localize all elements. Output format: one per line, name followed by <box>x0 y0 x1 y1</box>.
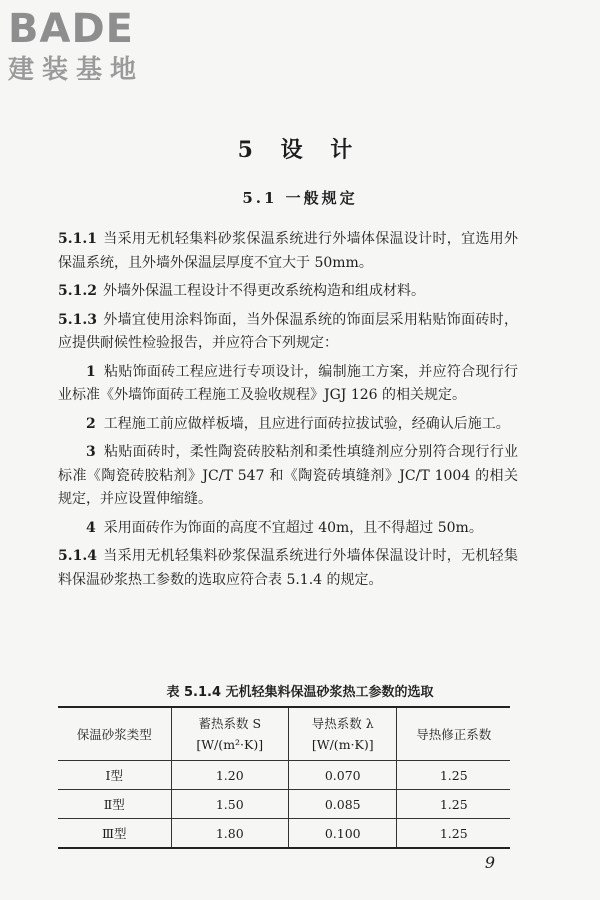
clause-5-1-1 <box>58 228 518 275</box>
clause-number: 5.1.4 <box>58 548 97 564</box>
item-text: 工程施工前应做样板墙，且应进行面砖拉拔试验，经确认后施工。 <box>103 415 510 432</box>
header-line1: 导热修正系数 <box>416 726 492 742</box>
clause-text: 当采用无机轻集料砂浆保温系统进行外墙体保温设计时，无机轻集料保温砂浆热工参数的选取应符合表 5.1.4 的规定。 <box>58 548 518 588</box>
clause-text: 外墙外保温工程设计不得更改系统构造和组成材料。 <box>102 283 425 299</box>
item-text: 采用面砖作为饰面的高度不宜超过 40m，且不得超过 50m。 <box>103 519 483 536</box>
table-row <box>58 761 510 790</box>
table-cell: Ⅰ型 <box>58 761 171 790</box>
table-caption: 表 5.1.4 无机轻集料保温砂浆热工参数的选取 <box>166 685 434 700</box>
item-number: 3 <box>86 444 96 460</box>
table-cell: 0.070 <box>289 761 397 790</box>
clause-5-1-4 <box>58 545 518 592</box>
header-cell <box>171 707 289 761</box>
clause-text: 外墙宜使用涂料饰面，当外保温系统的饰面层采用粘贴饰面砖时，应提供耐候性检验报告，并应符合下列规定： <box>58 311 518 351</box>
table-cell: 1.25 <box>397 819 510 849</box>
list-item <box>58 517 518 541</box>
list-item <box>58 441 518 512</box>
table-cell: 1.50 <box>171 790 289 819</box>
document-body <box>58 228 518 597</box>
item-text: 粘贴饰面砖工程应进行专项设计，编制施工方案，并应符合现行行业标准《外墙饰面砖工程施工及验收规程》JGJ 126 的相关规定。 <box>58 363 518 403</box>
logo-text: BADE <box>8 6 134 52</box>
chapter-title: 5 设 计 <box>237 137 363 163</box>
table-cell: Ⅲ型 <box>58 819 171 849</box>
header-cell <box>289 707 397 761</box>
table-cell: Ⅱ型 <box>58 790 171 819</box>
table-row <box>58 790 510 819</box>
header-cell <box>397 707 510 761</box>
header-line1: 保温砂浆类型 <box>76 726 152 742</box>
item-text: 粘贴面砖时，柔性陶瓷砖胶粘剂和柔性填缝剂应分别符合现行行业标准《陶瓷砖胶粘剂》JC/T 547 和《陶瓷砖填缝剂》JC/T 1004 的相关规定，并应设置伸缩缝。 <box>58 444 518 507</box>
list-item <box>58 413 518 437</box>
page-number: 9 <box>484 853 495 872</box>
table-row <box>58 819 510 849</box>
item-number: 4 <box>86 519 96 536</box>
clause-number: 5.1.3 <box>58 311 97 328</box>
logo <box>8 6 178 86</box>
parameter-table <box>58 706 510 849</box>
header-cell <box>58 707 171 761</box>
item-number: 1 <box>86 363 96 380</box>
table-cell: 1.80 <box>171 819 289 849</box>
header-line2: [W/(m²·K)] <box>196 737 264 752</box>
clause-number: 5.1.1 <box>58 231 97 247</box>
header-line1: 导热系数 λ <box>311 716 374 731</box>
header-line1: 蓄热系数 S <box>198 716 262 731</box>
table-cell: 1.20 <box>171 761 289 790</box>
logo-subtitle: 建装基地 <box>8 55 145 85</box>
clause-5-1-2 <box>58 280 518 304</box>
table-cell: 0.100 <box>289 819 397 849</box>
list-item <box>58 361 518 408</box>
clause-number: 5.1.2 <box>58 283 97 299</box>
table-cell: 1.25 <box>397 761 510 790</box>
clause-text: 当采用无机轻集料砂浆保温系统进行外墙体保温设计时，宜选用外保温系统，且外墙外保温层厚度不宜大于 50mm。 <box>58 231 518 271</box>
section-title: 5.1 一般规定 <box>242 189 358 207</box>
table-cell: 0.085 <box>289 790 397 819</box>
table-header-row <box>58 707 510 761</box>
header-line2: [W/(m·K)] <box>311 737 374 752</box>
clause-5-1-3 <box>58 309 518 356</box>
table-cell: 1.25 <box>397 790 510 819</box>
item-number: 2 <box>86 415 96 432</box>
